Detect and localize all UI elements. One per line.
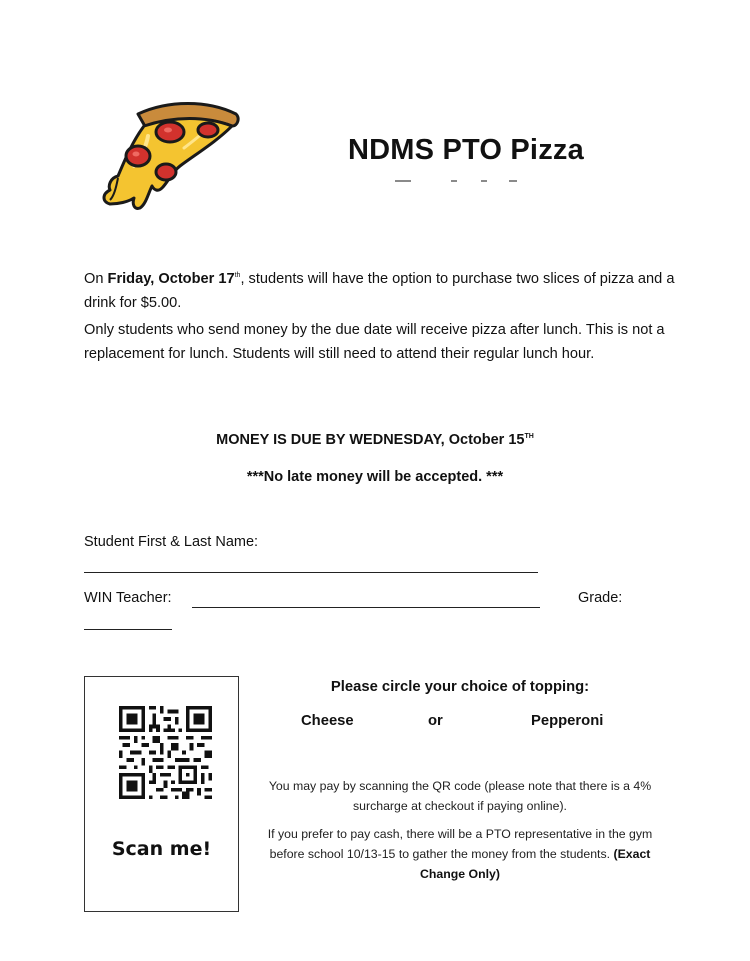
student-name-field[interactable]	[84, 572, 538, 573]
event-date: Friday, October 17	[107, 271, 235, 287]
intro-paragraph-1: On Friday, October 17th, students will have the option to purchase two slices of pizza and a drink for $5.00.	[84, 271, 675, 311]
grade-field[interactable]	[84, 629, 172, 630]
topping-or-label: or	[428, 713, 443, 729]
pizza-slice-icon	[88, 92, 246, 216]
topping-heading: Please circle your choice of topping:	[330, 679, 590, 695]
late-money-notice: ***No late money will be accepted. ***	[246, 469, 504, 485]
qr-code-icon[interactable]	[119, 706, 212, 799]
topping-option-pepperoni[interactable]: Pepperoni	[531, 713, 604, 729]
scan-me-label: Scan me!	[111, 838, 212, 860]
teacher-field[interactable]	[192, 607, 540, 608]
page-title: NDMS PTO Pizza	[348, 134, 584, 166]
due-date-notice: MONEY IS DUE BY WEDNESDAY, October 15TH	[216, 432, 534, 448]
title-underline-fragments	[395, 178, 520, 184]
topping-option-cheese[interactable]: Cheese	[301, 713, 354, 729]
student-name-label: Student First & Last Name:	[84, 534, 259, 550]
teacher-label: WIN Teacher:	[84, 590, 172, 606]
intro-paragraph-2: Only students who send money by the due date will receive pizza after lunch. This is not a replacement for lunch. Students will still need to attend their regular lunch hour.	[84, 322, 665, 362]
grade-label: Grade:	[578, 590, 623, 606]
online-payment-info: You may pay by scanning the QR code (please note that there is a 4% surcharge at checkout if paying online).	[268, 779, 652, 813]
exact-change-note: (Exact Change Only)	[420, 847, 651, 881]
cash-payment-info: If you prefer to pay cash, there will be a PTO representative in the gym before school 10/13-15 to gather the money from the students. (Exact Change Only)	[267, 827, 653, 881]
